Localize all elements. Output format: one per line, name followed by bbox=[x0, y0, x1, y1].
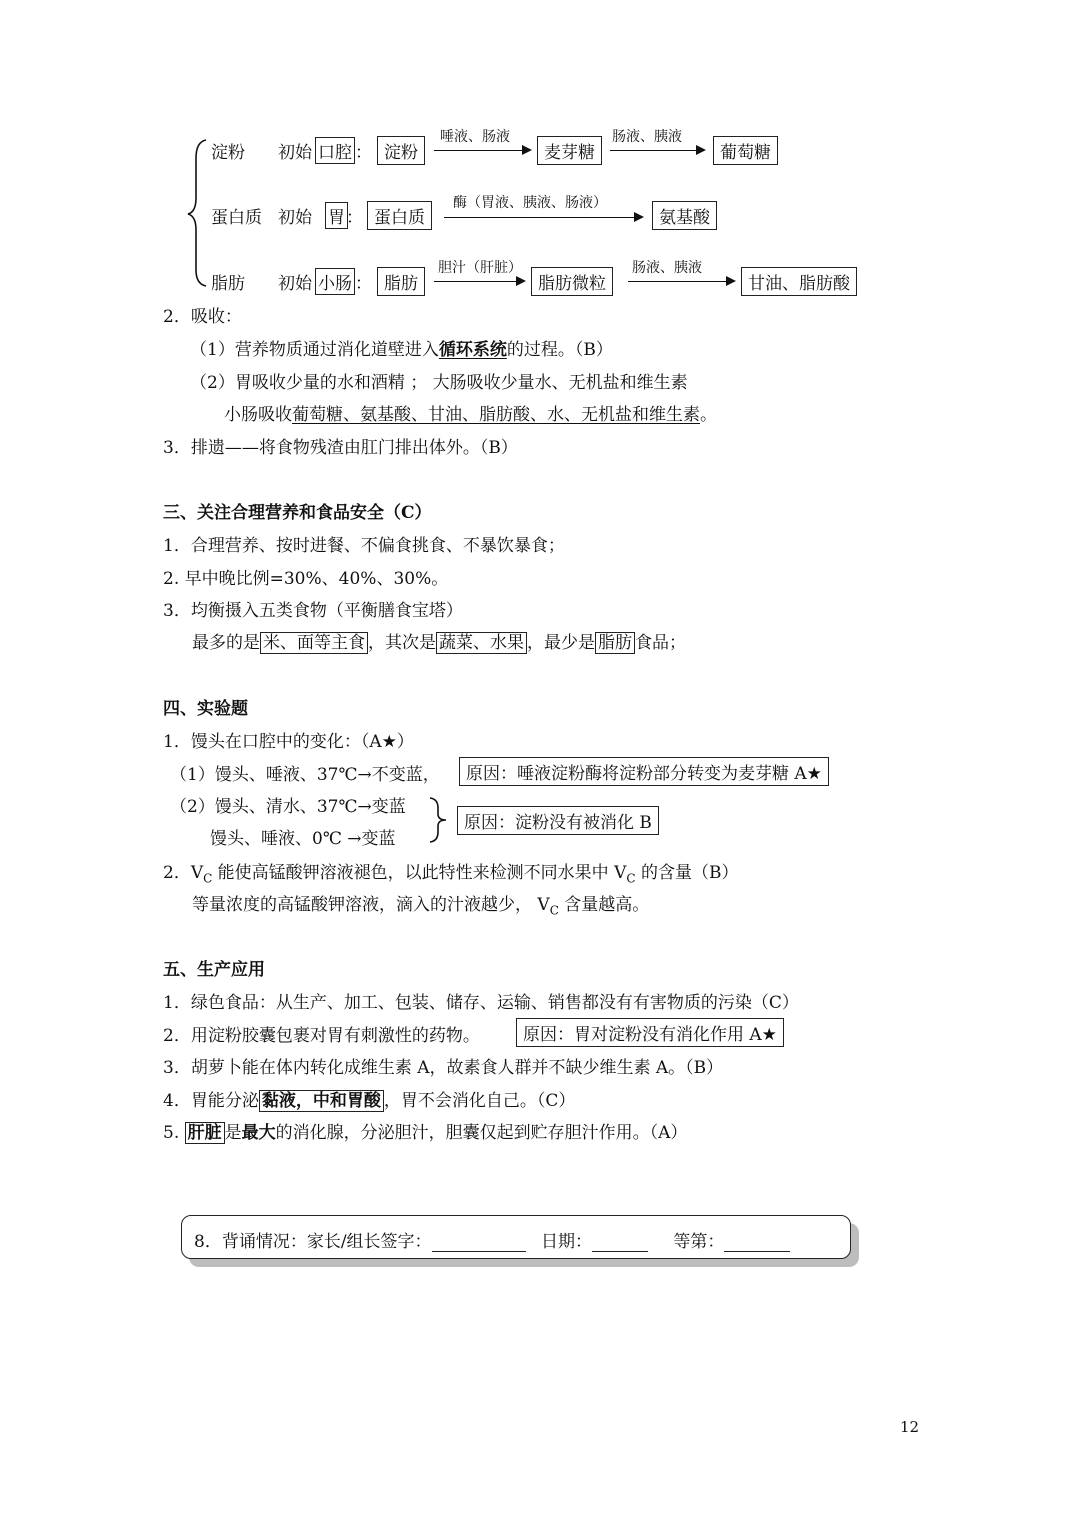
absorption-line-2: （2）胃吸收少量的水和酒精 ； 大肠吸收少量水、无机盐和维生素 bbox=[190, 373, 688, 393]
grade-field[interactable] bbox=[724, 1235, 790, 1252]
protein-enzyme: 酶（胃液、胰液、肠液） bbox=[453, 195, 607, 211]
signature-field[interactable] bbox=[432, 1235, 526, 1252]
protein-product: 氨基酸 bbox=[652, 201, 717, 230]
section-3-item-3: 3．均衡摄入五类食物（平衡膳食宝塔） bbox=[163, 601, 463, 621]
starch-intermediate: 麦芽糖 bbox=[537, 136, 602, 165]
protein-substrate: 蛋白质 bbox=[367, 201, 432, 230]
page-number: 12 bbox=[900, 1418, 920, 1436]
fat-init: 初始 bbox=[278, 274, 312, 294]
section-5-item-1: 1．绿色食品：从生产、加工、包装、储存、运输、销售都没有有害物质的污染（C） bbox=[163, 993, 799, 1013]
excretion-line: 3．排遗——将食物残渣由肛门排出体外。（B） bbox=[163, 438, 518, 458]
section-3-item-2: 2. 早中晚比例=30%、40%、30%。 bbox=[163, 569, 449, 589]
starch-product: 葡萄糖 bbox=[713, 136, 778, 165]
brace-icon bbox=[428, 796, 450, 844]
starch-label: 淀粉 bbox=[211, 143, 245, 163]
brace-icon bbox=[186, 138, 210, 288]
fat-intermediate: 脂肪微粒 bbox=[531, 267, 613, 296]
protein-label: 蛋白质 bbox=[211, 208, 262, 228]
protein-sep: ： bbox=[346, 208, 363, 228]
fat-sep: ： bbox=[355, 274, 372, 294]
section-4-vc-1: 2．$V_C$ 能使高锰酸钾溶液褪色，以此特性来检测不同水果中 $V_C$ 的含量（B） bbox=[163, 863, 739, 886]
section-4-reason-1: 原因：唾液淀粉酶将淀粉部分转变为麦芽糖 A★ bbox=[459, 757, 829, 786]
section-4-item-2: （1）馒头、唾液、37℃→不变蓝， bbox=[170, 765, 440, 785]
absorption-line-1: （1）营养物质通过消化道壁进入循环系统的过程。（B） bbox=[190, 340, 613, 360]
section-4-item-4: 馒头、唾液、0℃ →变蓝 bbox=[210, 829, 396, 849]
section-5-item-4: 4．胃能分泌 黏液，中和胃酸 ，胃不会消化自己。（C） bbox=[163, 1091, 576, 1111]
absorption-line-3: 小肠吸收葡萄糖、氨基酸、甘油、脂肪酸、水、无机盐和维生素。 bbox=[224, 405, 717, 425]
section-3-item-4: 最多的是 米、面等主食 ，其次是 蔬菜、水果 ，最少是 脂肪 食品； bbox=[192, 633, 686, 653]
section-4-heading: 四、实验题 bbox=[163, 699, 248, 719]
fat-product: 甘油、脂肪酸 bbox=[741, 267, 857, 296]
section-5-item-3: 3．胡萝卜能在体内转化成维生素 A，故素食人群并不缺少维生素 A。（B） bbox=[163, 1058, 724, 1078]
fat-substrate: 脂肪 bbox=[377, 267, 425, 296]
starch-init: 初始 bbox=[278, 143, 312, 163]
fat-site: 小肠 bbox=[315, 268, 355, 295]
arrow-icon bbox=[610, 150, 704, 151]
protein-site: 胃 bbox=[325, 202, 348, 229]
section-5-item-2: 2．用淀粉胶囊包裹对胃有刺激性的药物。 bbox=[163, 1026, 480, 1046]
starch-enzyme-2: 肠液、胰液 bbox=[612, 129, 682, 145]
section-5-heading: 五、生产应用 bbox=[163, 960, 265, 980]
section-3-heading: 三、关注合理营养和食品安全（C） bbox=[163, 503, 432, 523]
fat-enzyme-2: 肠液、胰液 bbox=[632, 260, 702, 276]
section-4-reason-2: 原因：淀粉没有被消化 B bbox=[457, 806, 659, 835]
arrow-icon bbox=[628, 281, 734, 282]
date-field[interactable] bbox=[592, 1235, 648, 1252]
starch-enzyme-1: 唾液、肠液 bbox=[440, 129, 510, 145]
fat-enzyme-1: 胆汁（肝脏） bbox=[438, 260, 522, 276]
signature-line: 8．背诵情况：家长/组长签字： 日期： 等第： bbox=[194, 1227, 790, 1252]
fat-label: 脂肪 bbox=[211, 274, 245, 294]
absorption-title: 2．吸收： bbox=[163, 307, 242, 327]
starch-substrate: 淀粉 bbox=[377, 136, 425, 165]
signature-box bbox=[181, 1215, 851, 1259]
arrow-icon bbox=[434, 150, 530, 151]
section-4-item-1: 1．馒头在口腔中的变化：（A★） bbox=[163, 732, 414, 752]
starch-site: 口腔 bbox=[315, 137, 355, 164]
section-4-vc-2: 等量浓度的高锰酸钾溶液，滴入的汁液越少， $V_C$ 含量越高。 bbox=[192, 895, 650, 918]
starch-sep: ： bbox=[355, 143, 372, 163]
section-5-reason: 原因：胃对淀粉没有消化作用 A★ bbox=[516, 1018, 784, 1047]
arrow-icon bbox=[444, 217, 642, 218]
arrow-icon bbox=[434, 281, 524, 282]
section-4-item-3: （2）馒头、清水、37℃→变蓝 bbox=[170, 797, 406, 817]
protein-init: 初始 bbox=[278, 208, 312, 228]
section-3-item-1: 1．合理营养、按时进餐、不偏食挑食、不暴饮暴食； bbox=[163, 536, 565, 556]
section-5-item-5: 5. 肝脏 是最大的消化腺，分泌胆汁，胆囊仅起到贮存胆汁作用。（A） bbox=[163, 1123, 688, 1143]
